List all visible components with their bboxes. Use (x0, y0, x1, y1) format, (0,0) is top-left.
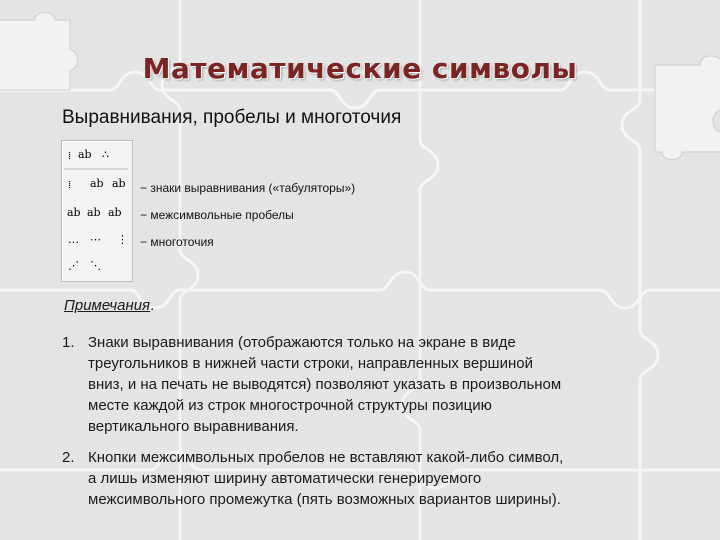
notes-heading-label: Примечания (64, 297, 151, 314)
slide-subtitle: Выравнивания, пробелы и многоточия (62, 107, 402, 128)
palette-ellipsis-3: ⋮ (117, 233, 128, 246)
slide-title: Математические символы (142, 52, 578, 85)
palette-space-ab-3: ab (108, 206, 122, 219)
palette-ellipsis-2: ⋯ (90, 233, 101, 246)
palette-ellipsis-4: ⋰ (68, 259, 79, 272)
legend-ellipsis: − многоточия (140, 235, 214, 249)
align-tab-icon: ⁞ (68, 178, 72, 191)
align-marker-icon: ⁞ (68, 149, 72, 162)
notes-heading-suffix: . (150, 297, 155, 314)
note-1-line-3: вниз, и на печать не выводятся) позволяют указать в произвольном (88, 376, 562, 393)
legend-alignment: − знаки выравнивания («табуляторы») (140, 181, 356, 195)
note-2-line-3: межсимвольного промежутка (пять возможных вариантов ширины). (88, 491, 561, 508)
note-1-line-1: Знаки выравнивания (отображаются только на экране в виде (88, 334, 516, 351)
note-2-number: 2. (62, 449, 75, 466)
notes-heading (64, 297, 154, 314)
note-2-line-1: Кнопки межсимвольных пробелов не вставляют какой-либо символ, (88, 449, 564, 466)
palette-header-ab: ab (78, 148, 92, 161)
note-1-number: 1. (62, 334, 75, 351)
palette-space-ab-1: ab (67, 206, 81, 219)
palette-align-ab-1: ab (90, 177, 104, 190)
symbol-palette (61, 140, 133, 282)
note-1-line-2: треугольников в нижней части строки, направленных вершиной (88, 355, 533, 372)
palette-ellipsis-1: … (68, 233, 79, 246)
palette-header-dots: ∴ (102, 148, 109, 161)
legend-spaces: − межсимвольные пробелы (140, 208, 294, 222)
note-1-line-5: вертикального выравнивания. (88, 418, 299, 435)
note-2-line-2: а лишь изменяют ширину автоматически генерируемого (88, 470, 482, 487)
palette-graphic (62, 141, 132, 281)
palette-space-ab-2: ab (87, 206, 101, 219)
palette-ellipsis-5: ⋱ (90, 259, 101, 272)
note-1-line-4: месте каждой из строк многострочной структуры позицию (88, 397, 492, 414)
note-1-text (88, 332, 668, 437)
note-2-text (88, 447, 668, 510)
palette-align-ab-2: ab (112, 177, 126, 190)
